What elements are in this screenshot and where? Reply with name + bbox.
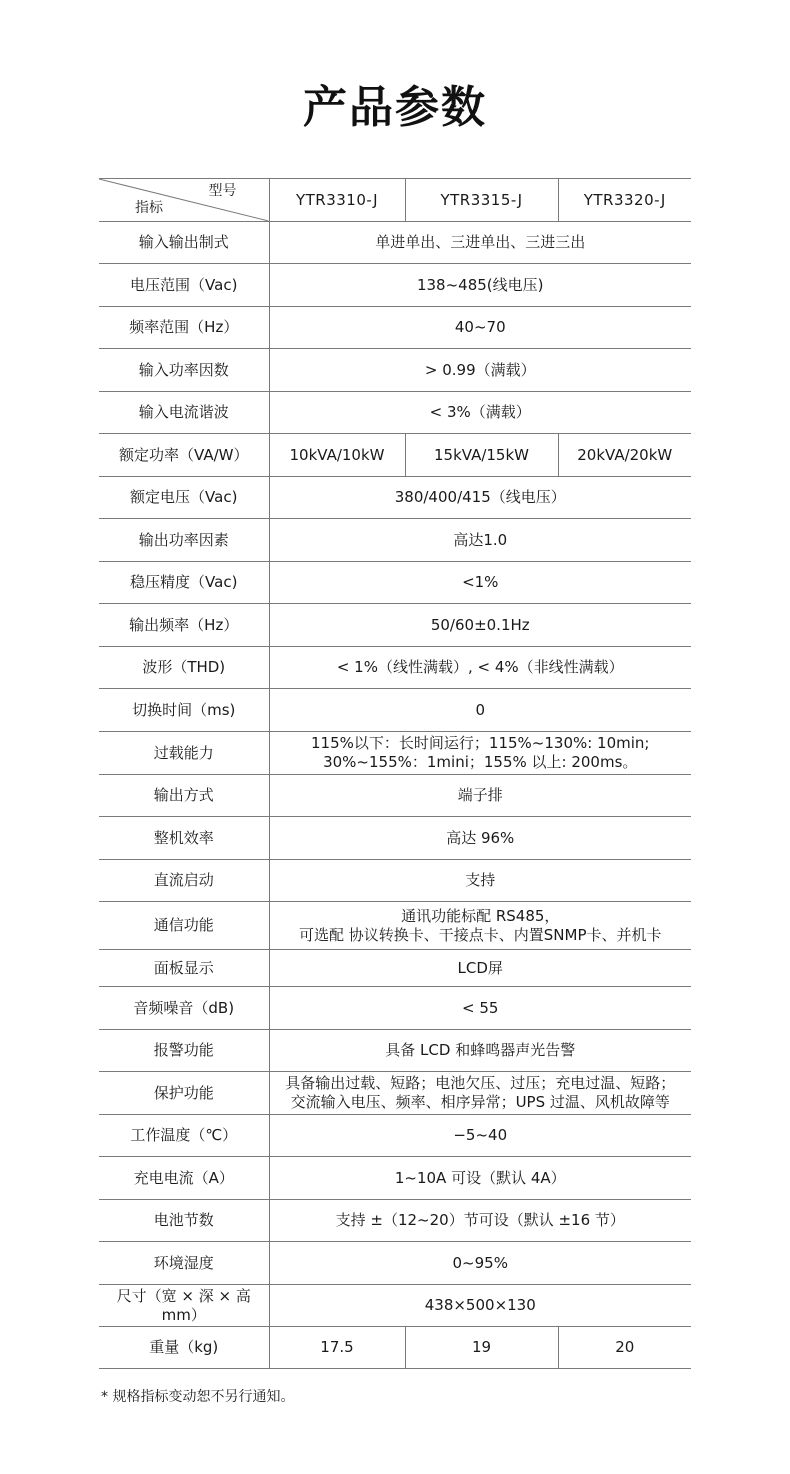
row-value-line: 115%以下：长时间运行；115%~130%: 10min; xyxy=(311,734,650,752)
row-value-line: LCD屏 xyxy=(457,958,503,977)
row-value: 17.5 xyxy=(269,1327,405,1369)
table-row xyxy=(99,392,691,434)
row-value xyxy=(269,604,691,647)
row-value-line: 支持 xyxy=(465,871,496,889)
row-label: 工作温度（℃） xyxy=(99,1115,269,1157)
row-label: 电池节数 xyxy=(99,1200,269,1242)
row-value xyxy=(269,689,691,732)
row-label: 切换时间（ms) xyxy=(99,689,269,732)
row-value xyxy=(269,817,691,860)
row-value-line: < 55 xyxy=(462,998,499,1017)
row-value xyxy=(269,1030,691,1072)
page-title: 产品参数 xyxy=(303,82,487,133)
row-value xyxy=(269,860,691,902)
table-row xyxy=(99,647,691,689)
row-label: 输出频率（Hz） xyxy=(99,604,269,647)
row-label: 重量（kg) xyxy=(99,1327,269,1369)
row-value xyxy=(269,950,691,987)
model-name: YTR3315-J xyxy=(405,179,558,222)
table-header-row xyxy=(99,179,691,222)
row-value: 10kVA/10kW xyxy=(269,434,405,477)
row-label: 输入输出制式 xyxy=(99,222,269,264)
row-value-line: 高达 96% xyxy=(446,828,515,847)
header-index-label: 指标 xyxy=(135,200,163,216)
model-name: YTR3320-J xyxy=(558,179,691,222)
row-value-line: 138~485(线电压) xyxy=(416,275,544,294)
row-label: 额定电压（Vac) xyxy=(99,477,269,519)
row-value xyxy=(269,1157,691,1200)
row-value xyxy=(269,222,691,264)
row-value: 20kVA/20kW xyxy=(558,434,691,477)
table-row xyxy=(99,264,691,307)
header-diagonal-cell xyxy=(99,179,269,222)
row-value-line: 1~10A 可设（默认 4A） xyxy=(394,1168,566,1187)
table-row xyxy=(99,732,691,775)
table-row xyxy=(99,1327,691,1369)
diagonal-divider xyxy=(99,179,269,221)
row-value-line: 具备 LCD 和蜂鸣器声光告警 xyxy=(385,1041,576,1059)
table-row xyxy=(99,1285,691,1327)
table-row xyxy=(99,519,691,562)
row-value xyxy=(269,775,691,817)
row-value xyxy=(269,392,691,434)
table-row xyxy=(99,817,691,860)
row-value-line: > 0.99（满载） xyxy=(424,360,536,379)
row-label: 面板显示 xyxy=(99,950,269,987)
row-label: 稳压精度（Vac) xyxy=(99,562,269,604)
row-value-line: 支持 ±（12~20）节可设（默认 ±16 节） xyxy=(335,1211,625,1229)
table-row xyxy=(99,1157,691,1200)
table-row xyxy=(99,1030,691,1072)
row-value-line: 380/400/415（线电压） xyxy=(394,488,566,506)
row-label: 音频噪音（dB) xyxy=(99,987,269,1030)
spec-table xyxy=(99,178,691,1369)
row-value-line: 50/60±0.1Hz xyxy=(430,615,530,634)
model-name: YTR3310-J xyxy=(269,179,405,222)
row-value xyxy=(269,987,691,1030)
table-row xyxy=(99,477,691,519)
header-model-label: 型号 xyxy=(208,183,237,199)
row-label: 过载能力 xyxy=(99,732,269,775)
row-value: 19 xyxy=(405,1327,558,1369)
row-value-line: 0 xyxy=(475,700,486,719)
row-value-line: < 1%（线性满载）, < 4%（非线性满载） xyxy=(336,658,624,676)
row-value: 20 xyxy=(558,1327,691,1369)
row-value xyxy=(269,902,691,950)
table-row xyxy=(99,860,691,902)
row-value xyxy=(269,307,691,349)
row-value-line: 高达1.0 xyxy=(453,530,508,549)
table-row xyxy=(99,775,691,817)
row-value-line: 0~95% xyxy=(452,1253,508,1272)
row-value-line: 端子排 xyxy=(457,786,503,804)
row-label: 输入电流谐波 xyxy=(99,392,269,434)
row-value-line: 30%~155%：1mini；155% 以上: 200ms。 xyxy=(323,753,638,771)
row-value-line: 40~70 xyxy=(454,318,506,336)
table-row xyxy=(99,604,691,647)
table-row xyxy=(99,902,691,950)
table-row xyxy=(99,987,691,1030)
row-value xyxy=(269,562,691,604)
row-label: 充电电流（A） xyxy=(99,1157,269,1200)
table-row xyxy=(99,349,691,392)
row-value xyxy=(269,477,691,519)
row-value xyxy=(269,1200,691,1242)
row-label: 保护功能 xyxy=(99,1072,269,1115)
row-value-line: −5~40 xyxy=(453,1126,508,1144)
row-label: 尺寸（宽 × 深 × 高 mm） xyxy=(99,1285,269,1327)
footnote: * 规格指标变动恕不另行通知。 xyxy=(101,1389,295,1405)
table-row xyxy=(99,562,691,604)
row-value xyxy=(269,264,691,307)
row-value-line: 具备输出过载、短路；电池欠压、过压；充电过温、短路； xyxy=(285,1074,676,1092)
row-value xyxy=(269,1115,691,1157)
row-value xyxy=(269,732,691,775)
table-row xyxy=(99,1072,691,1115)
table-row xyxy=(99,689,691,732)
table-row xyxy=(99,1115,691,1157)
row-value-line: 单进单出、三进单出、三进三出 xyxy=(375,233,586,251)
row-label: 波形（THD) xyxy=(99,647,269,689)
table-row xyxy=(99,434,691,477)
row-value xyxy=(269,1285,691,1327)
row-value xyxy=(269,1072,691,1115)
row-label: 通信功能 xyxy=(99,902,269,950)
table-row xyxy=(99,950,691,987)
row-value: 15kVA/15kW xyxy=(405,434,558,477)
table-row xyxy=(99,1242,691,1285)
row-label: 报警功能 xyxy=(99,1030,269,1072)
row-label: 频率范围（Hz） xyxy=(99,307,269,349)
row-value-line: 438×500×130 xyxy=(424,1296,536,1314)
row-label: 直流启动 xyxy=(99,860,269,902)
table-row xyxy=(99,307,691,349)
row-label: 环境湿度 xyxy=(99,1242,269,1285)
row-value-line: 交流输入电压、频率、相序异常；UPS 过温、风机故障等 xyxy=(290,1093,670,1111)
row-label: 输出功率因素 xyxy=(99,519,269,562)
row-value-line: < 3%（满载） xyxy=(429,403,531,421)
row-label: 输入功率因数 xyxy=(99,349,269,392)
row-label: 整机效率 xyxy=(99,817,269,860)
row-value xyxy=(269,349,691,392)
row-value-line: 通讯功能标配 RS485， xyxy=(401,906,560,925)
row-value xyxy=(269,647,691,689)
row-value xyxy=(269,1242,691,1285)
table-row xyxy=(99,1200,691,1242)
row-label: 输出方式 xyxy=(99,775,269,817)
row-value xyxy=(269,519,691,562)
row-label: 额定功率（VA/W） xyxy=(99,434,269,477)
row-value-line: <1% xyxy=(462,573,499,591)
row-label: 电压范围（Vac) xyxy=(99,264,269,307)
row-value-line: 可选配 协议转换卡、干接点卡、内置SNMP卡、并机卡 xyxy=(299,925,662,944)
table-row xyxy=(99,222,691,264)
